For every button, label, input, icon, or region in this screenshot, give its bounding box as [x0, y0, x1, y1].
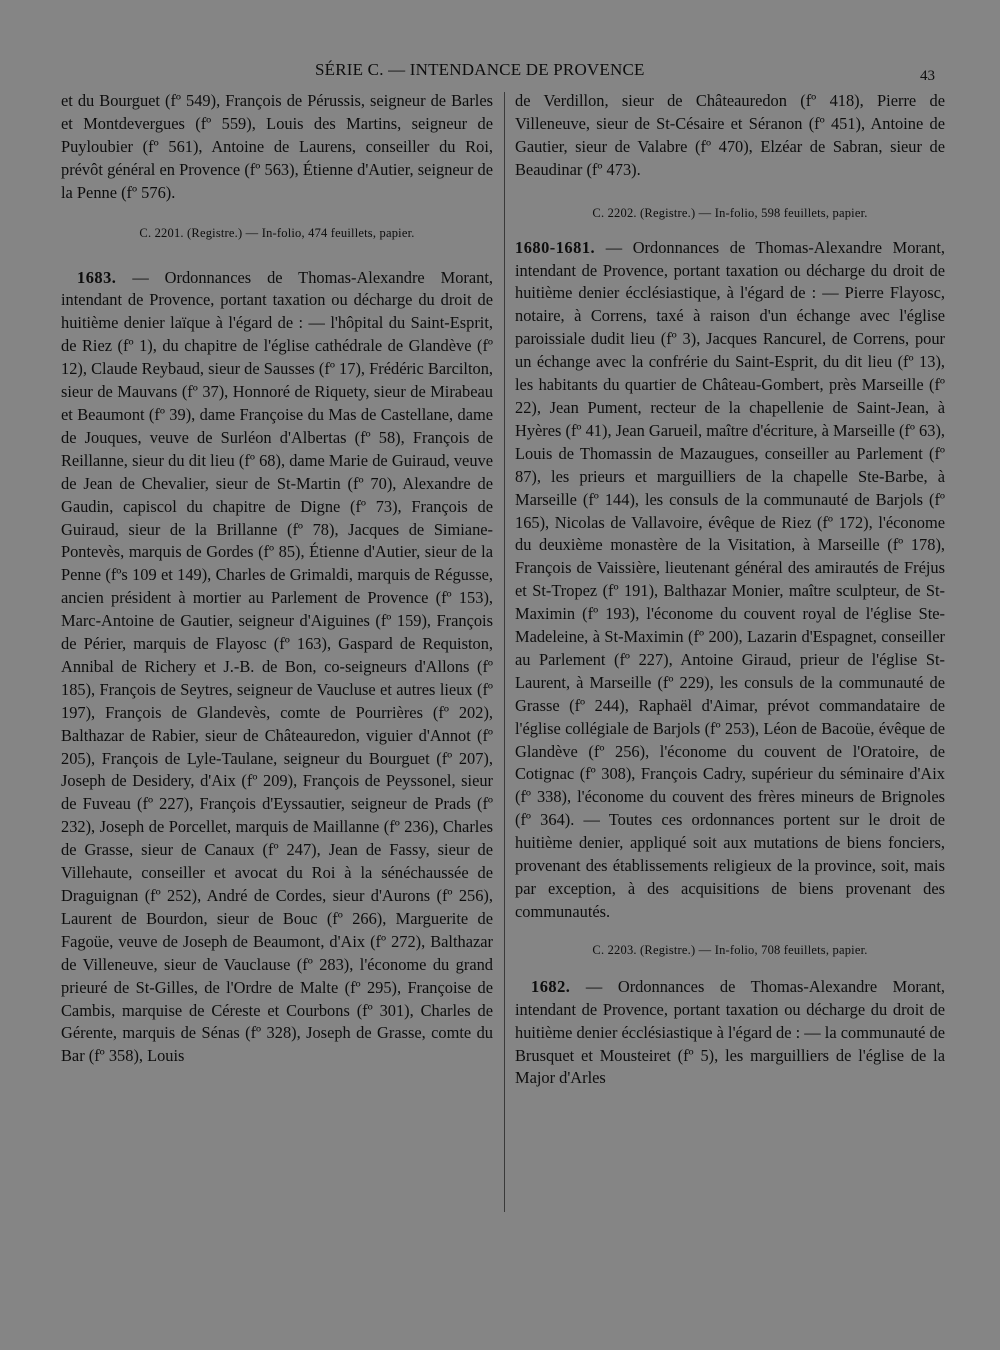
entry-1680-1681 — [515, 237, 945, 924]
left-column — [61, 90, 493, 1068]
entry-1683 — [61, 267, 493, 1069]
continuation-paragraph: et du Bourguet (fº 549), François de Pérussis, seigneur de Barles et Montdevergues (fº 559), Louis des Martins, seigneur de Puyloubier (fº 561), Antoine de Laurens, conseiller du Roi, prévôt général en Provence (fº 563), Étienne d'Autier, seigneur de la Penne (fº 576). — [61, 91, 493, 202]
entry-1682 — [515, 976, 945, 1091]
entry-body: — Ordonnances de Thomas-Alexandre Morant, intendant de Provence, portant taxation ou décharge du droit de huitième denier écclésiastique, à l'égard de : — Pierre Flayosc, notaire, à Correns, taxé à raison d'un échange avec l'église paroissiale dudit lieu (fº 3), Jacques Rancurel, de Correns, pour un échange avec la confrérie du Saint-Esprit, du dit lieu (fº 13), les habitants du quartier de Château-Gombert, près Marseille (fº 22), Jean Pument, recteur de la chapellenie de Saint-Jean, à Hyères (fº 41), Jean Garueil, maître d'écriture, à Marseille (fº 63), Louis de Thomassin de Mazaugues, conseiller au Parlement (fº 87), les prieurs et marguilliers de la chapelle Ste-Barbe, à Marseille (fº 144), les consuls de la communauté de Barjols (fº 165), Nicolas de Vallavoire, évêque de Riez (fº 172), l'économe du deuxième monastère de la Visitation, à Marseille (fº 178), François de Vaissière, lieutenant général des amirautés de Fréjus et St-Tropez (fº 191), Balthazar Monier, maître sculpteur, de St-Maximin (fº 193), l'économe du couvent royal de l'église Ste-Madeleine, à St-Maximin (fº 200), Lazarin d'Espagnet, conseiller au Parlement (fº 227), Antoine Giraud, prieur de l'église St-Laurent, à Marseille (fº 229), les consuls de la communauté de Grasse (fº 244), Raphaël d'Aimar, prévot commandataire de l'église collégiale de Barjols (fº 253), Léon de Bacoüe, évêque de Glandève (fº 256), l'économe du couvent de l'Oratoire, de Cotignac (fº 308), François Cadry, supérieur du séminaire d'Aix (fº 338), l'économe du couvent des frères mineurs de Brignoles (fº 364). — Toutes ces ordonnances portent sur le droit de huitième denier, appliqué soit aux mutations de biens fonciers, provenant des établissements religieux de la province, soit, mais par exception, à des acquisitions de biens provenant des communautés. — [515, 237, 945, 921]
running-title: SÉRIE C. — INTENDANCE DE PROVENCE — [315, 60, 645, 79]
right-column — [515, 90, 945, 1090]
continuation-paragraph: de Verdillon, sieur de Châteauredon (fº 418), Pierre de Villeneuve, sieur de St-Césaire et Séranon (fº 451), Antoine de Gautier, sieur de Valabre (fº 470), Elzéar de Sabran, sieur de Beaudinar (fº 473). — [515, 91, 945, 179]
column-divider — [504, 92, 505, 1212]
entry-body: — Ordonnances de Thomas-Alexandre Morant, intendant de Provence, portant taxation ou décharge du droit de huitième denier écclésiastique à l'égard de : — la communauté de Brusquet et Mousteiret (fº 5), les marguilliers de l'église de la Major d'Arles — [515, 976, 945, 1088]
register-heading-2201: C. 2201. (Registre.) — In-folio, 474 feuillets, papier. — [139, 225, 415, 240]
entry-date: 1680-1681. — [515, 237, 596, 257]
entry-date: 1683. — [77, 267, 117, 287]
page-header — [0, 60, 1000, 86]
entry-body: — Ordonnances de Thomas-Alexandre Morant, intendant de Provence, portant taxation ou décharge du droit de huitième denier laïque à l'égard de : — l'hôpital du Saint-Esprit, de Riez (fº 1), du chapitre de l'église cathédrale de Glandève (fº 12), Claude Reybaud, sieur de Sausses (fº 17), Frédéric Barcilton, sieur de Mauvans (fº 37), Honnoré de Riquety, sieur de Mirabeau et Beaumont (fº 39), dame Françoise du Mas de Castellane, dame de Jouques, veuve de Surléon d'Albertas (fº 58), François de Reillanne, sieur du dit lieu (fº 68), dame Marie de Guiraud, veuve de Jean de Chevalier, sieur de St-Martin (fº 70), Alexandre de Gaudin, capiscol du chapitre de Digne (fº 73), François de Guiraud, sieur de la Brillanne (fº 78), Jacques de Simiane-Pontevès, marquis de Gordes (fº 85), Étienne d'Autier, sieur de la Penne (fºs 109 et 149), Charles de Grimaldi, marquis de Régusse, ancien président à mortier au Parlement de Provence (fº 153), Marc-Antoine de Gautier, seigneur d'Aiguines (fº 159), François de Périer, marquis de Flayosc (fº 163), Gaspard de Requiston, Annibal de Richery et J.-B. de Bon, co-seigneurs d'Allons (fº 185), François de Seytres, seigneur de Vaucluse et autres lieux (fº 197), François de Glandevès, comte de Pourrières (fº 202), Balthazar de Rabier, sieur de Châteauredon, viguier d'Annot (fº 205), François de Lyle-Taulane, seigneur du Bourguet (fº 207), Joseph de Desidery, d'Aix (fº 209), François de Peyssonel, sieur de Fuveau (fº 227), François d'Eyssautier, seigneur de Prads (fº 232), Joseph de Porcellet, marquis de Maillanne (fº 236), Charles de Grasse, sieur de Canaux (fº 247), Jean de Fassy, sieur de Villehaute, conseiller et avocat du Roi à la sénéchaussée de Draguignan (fº 252), André de Cordes, sieur d'Aurons (fº 256), Laurent de Bourdon, sieur de Bouc (fº 266), Marguerite de Fagoüe, veuve de Joseph de Beaumont, d'Aix (fº 272), Balthazar de Villeneuve, sieur de Vauclause (fº 283), l'économe du grand prieuré de St-Gilles, de l'Ordre de Malte (fº 295), Françoise de Cambis, marquise de Céreste et Courbons (fº 301), Charles de Gérente, marquis de Sénas (fº 328), Joseph de Grasse, comte du Bar (fº 358), Louis — [61, 267, 493, 1066]
register-heading-2202: C. 2202. (Registre.) — In-folio, 598 feuillets, papier. — [592, 205, 868, 220]
register-heading-2203: C. 2203. (Registre.) — In-folio, 708 feuillets, papier. — [592, 942, 868, 957]
page-number: 43 — [920, 68, 935, 84]
entry-date: 1682. — [531, 976, 571, 996]
